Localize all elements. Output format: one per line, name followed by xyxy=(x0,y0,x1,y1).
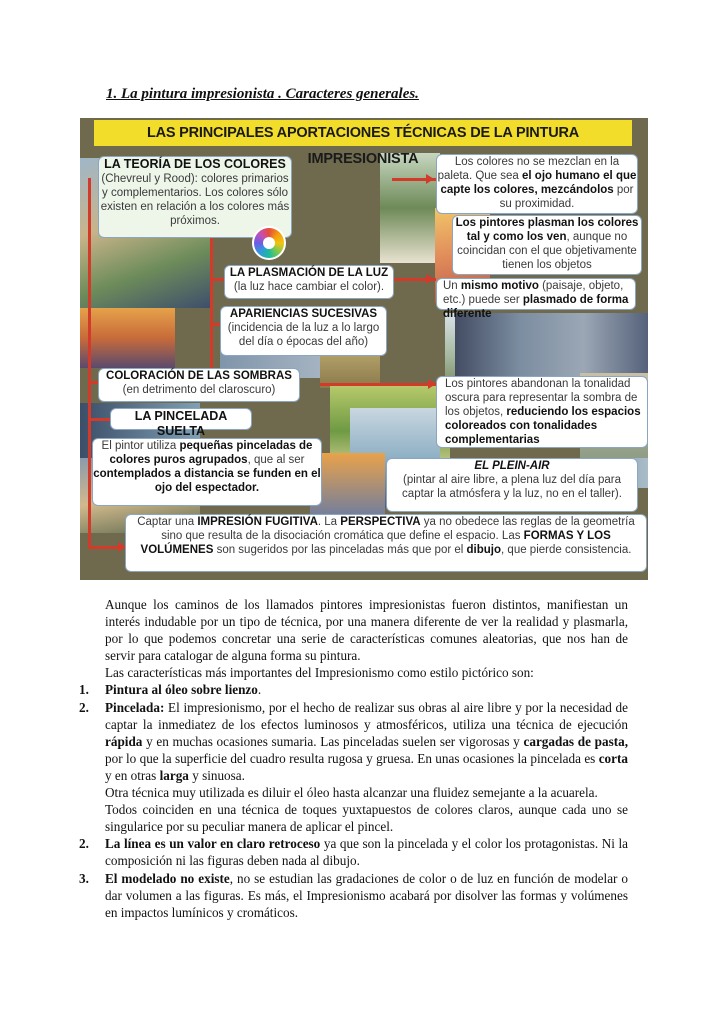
pincelada-suelta-box: LA PINCELADA SUELTA xyxy=(110,408,252,430)
list-item xyxy=(79,681,628,698)
fugitiva-bold: FORMAS Y LOS VOLÚMENES xyxy=(140,530,611,557)
sombras-title: COLORACIÓN DE LAS SOMBRAS xyxy=(106,370,292,382)
pleinair-text: (pintar al aire libre, a plena luz del día para captar la atmósfera y la luz, no en el taller). xyxy=(402,474,622,501)
item-bold: La línea es un valor en claro retroceso xyxy=(105,836,321,852)
apariencias-title: APARIENCIAS SUCESIVAS xyxy=(229,308,378,320)
list-item xyxy=(79,870,629,921)
luz-title: LA PLASMACIÓN DE LA LUZ xyxy=(229,267,389,279)
apariencias-box xyxy=(220,306,387,356)
infographic xyxy=(80,118,648,580)
connector-line xyxy=(320,383,436,386)
mezcla-text: Los colores no se mezclan en la paleta. Que sea xyxy=(437,156,620,183)
mezcla-text-end: por su proximidad. xyxy=(499,184,634,211)
fugitiva-text: , que pierde consistencia. xyxy=(501,544,632,557)
pincel-bold: pequeñas pinceladas de colores puros agrupados xyxy=(109,440,313,467)
plasman-box xyxy=(452,215,642,275)
sombras-text: (en detrimento del claroscuro) xyxy=(122,384,276,397)
sombras-box xyxy=(98,368,300,402)
motivo-text-2: (paisaje, objeto, etc.) puede ser xyxy=(443,280,624,307)
infographic-title: LAS PRINCIPALES APORTACIONES TÉCNICAS DE LA PINTURA IMPRESIONISTA xyxy=(94,120,632,146)
arrow-icon xyxy=(426,174,434,184)
pincel-bold-2: contemplados a distancia se funden en el ojo del espectador. xyxy=(93,468,321,495)
fugitiva-bold: PERSPECTIVA xyxy=(340,516,421,528)
teoria-title: LA TEORÍA DE LOS COLORES xyxy=(104,157,286,171)
color-wheel-icon xyxy=(252,226,286,260)
list-item xyxy=(79,699,629,784)
lead-paragraph: Las características más importantes del Impresionismo como estilo pictórico son: xyxy=(105,665,534,681)
pincel-text-2: , que al ser xyxy=(247,454,305,467)
fugitiva-bold: dibujo xyxy=(466,544,502,557)
plasman-text: , aunque no coincidan con el que objetivamente tienen los objetos xyxy=(457,231,637,272)
item-bold: Pintura al óleo sobre lienzo xyxy=(105,682,258,698)
fugitiva-text: Captar una xyxy=(137,516,198,528)
impresion-fugitiva-box xyxy=(125,514,647,572)
tonalidad-text: Los pintores abandonan la tonalidad oscura para representar la sombra de los objetos, xyxy=(445,378,638,419)
tonalidad-box xyxy=(436,376,648,448)
list-number: 2. xyxy=(79,836,89,852)
item-bold: larga xyxy=(159,767,189,783)
pleinair-title: EL PLEIN-AIR xyxy=(474,460,550,472)
motivo-box xyxy=(436,278,636,321)
item-text: . xyxy=(257,682,262,698)
pincel-box xyxy=(92,438,322,506)
connector-line xyxy=(88,178,91,548)
item-bold: corta xyxy=(598,750,628,766)
luz-box xyxy=(224,265,394,299)
painting-image xyxy=(80,308,175,368)
item-text: por lo que la superficie del cuadro resulta rugosa y gruesa. En unas ocasiones la pincelada es xyxy=(105,750,599,766)
body-text xyxy=(79,596,629,921)
item-bold: rápida xyxy=(105,733,143,749)
teoria-text: (Chevreul y Rood): colores primarios y complementarios. Los colores sólo existen en relación a los colores más próximos. xyxy=(100,173,290,228)
pincel-text: El pintor utiliza xyxy=(101,440,180,452)
list-number: 1. xyxy=(79,682,89,698)
fugitiva-text: ya no obedece las reglas de la geometría sino que resulta de la disociación cromática que define el espacio. Las xyxy=(161,516,635,543)
fugitiva-bold: IMPRESIÓN FUGITIVA xyxy=(197,516,318,528)
page-heading: 1. La pintura impresionista . Caracteres generales. xyxy=(106,86,419,102)
arrow-icon xyxy=(428,379,436,389)
item-bold: cargadas de pasta, xyxy=(523,733,629,749)
item-text: y sinuosa. xyxy=(188,767,245,783)
motivo-text: Un xyxy=(443,280,461,292)
connector-line xyxy=(210,278,224,281)
motivo-bold-2: plasmado de forma diferente xyxy=(443,294,629,321)
item-bold: El modelado no existe xyxy=(105,870,230,886)
plasman-bold: Los pintores plasman los colores tal y como los ven xyxy=(455,217,639,244)
list-number: 3. xyxy=(79,870,89,886)
apariencias-text: (incidencia de la luz a lo largo del día o épocas del año) xyxy=(227,322,380,349)
motivo-bold: mismo motivo xyxy=(460,280,539,292)
list-item xyxy=(79,835,628,869)
list-number: 2. xyxy=(79,699,89,715)
luz-text: (la luz hace cambiar el color). xyxy=(233,281,385,294)
item-paragraph: Otra técnica muy utilizada es diluir el óleo hasta alcanzar una fluidez semejante a la acuarela. xyxy=(105,785,598,801)
item-text: y en muchas ocasiones sumaria. Las pinceladas suelen ser vigorosas y xyxy=(142,733,524,749)
fugitiva-text: . La xyxy=(317,516,341,528)
item-text: El impresionismo, por el hecho de realizar sus obras al aire libre y por la necesidad de captar la inmediatez de los efectos luminosos y atmosféricos, utiliza una técnica de ejecución xyxy=(105,699,628,732)
item-paragraph: Todos coinciden en una técnica de toques yuxtapuestos de colores claros, aunque cada uno se singularice por su peculiar manera de aplicar el pincel. xyxy=(105,802,628,835)
mezcla-box xyxy=(436,154,638,214)
item-bold: Pincelada: xyxy=(105,699,165,715)
item-text: y en otras xyxy=(105,767,160,783)
mezcla-bold: el ojo humano el que capte los colores, mezcándolos xyxy=(440,170,637,197)
teoria-colores-box xyxy=(98,156,292,238)
intro-paragraph: Aunque los caminos de los llamados pintores impresionistas fueron distintos, manifiestan un interés indudable por un tipo de técnica, por una manera diferente de ver la realidad y plasmarla, por lo que podemos concretar una serie de características comunes aleatorias, que nos han de servir para catalogar de alguna forma su pintura. xyxy=(105,597,628,664)
item-text: ya que son la pincelada y el color los protagonistas. Ni la composición ni las figuras deben nada al dibujo. xyxy=(105,836,628,869)
arrow-icon xyxy=(426,274,434,284)
item-text: , no se estudian las gradaciones de color o de luz en función de modelar o dar volumen a las figuras. Es más, el Impresionismo acabará por disolver las formas y volúmenes en impactos lumínicos y cromáticos. xyxy=(105,870,629,920)
connector-line xyxy=(88,418,112,421)
tonalidad-bold: reduciendo los espacios coloreados con tonalidades complementarias xyxy=(445,406,641,447)
connector-line xyxy=(210,238,213,378)
fugitiva-text: son sugeridos por las pinceladas más que por el xyxy=(213,544,467,557)
pleinair-box xyxy=(386,458,638,512)
